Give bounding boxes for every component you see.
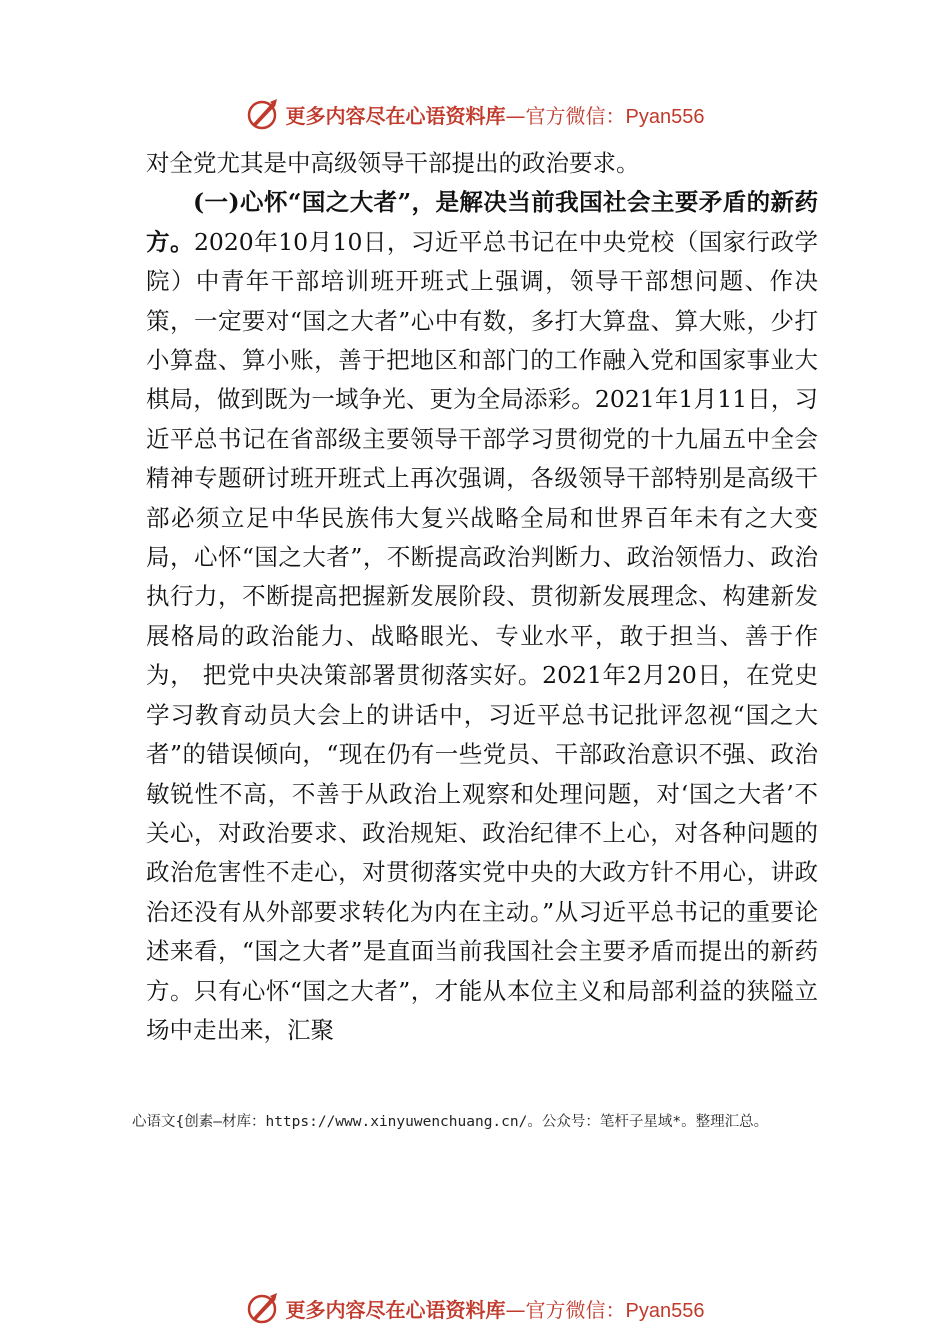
banner-main-text: 更多内容尽在心语资料库: [285, 103, 506, 128]
banner-wechat-id: Pyan556: [625, 1299, 705, 1322]
banner-text: [286, 1294, 705, 1323]
paragraph-section-one: [146, 183, 818, 1050]
quill-pen-logo-icon: [246, 97, 280, 131]
footer-banner: [0, 1286, 950, 1330]
paragraph-continued: 对全党尤其是中高级领导干部提出的政治要求。: [146, 149, 640, 177]
section-body-text: 2020年10月10日，习近平总书记在中央党校（国家行政学院）中青年干部培训班开班式上强调，领导干部想问题、作决策，一定要对“国之大者”心中有数，多打大算盘、算大账，少打小算盘、算小账，善于把地区和部门的工作融入党和国家事业大棋局，做到既为一域争光、更为全局添彩。2021年1月11日，习近平总书记在省部级主要领导干部学习贯彻党的十九届五中全会精神专题研讨班开班式上再次强调，各级领导干部特别是高级干部必须立足中华民族伟大复兴战略全局和世界百年未有之大变局，心怀“国之大者”，不断提高政治判断力、政治领悟力、政治执行力，不断提高把握新发展阶段、贯彻新发展理念、构建新发展格局的政治能力、战略眼光、专业水平，敢于担当、善于作为， 把党中央决策部署贯彻落实好。2021年2月20日，在党史学习教育动员大会上的讲话中，习近平总书记批评忽视“国之大者”的错误倾向，“现在仍有一些党员、干部政治意识不强、政治敏锐性不高，不善于从政治上观察和处理问题，对‘国之大者’不关心，对政治要求、政治规矩、政治纪律不上心，对各种问题的政治危害性不走心，对贯彻落实党中央的大政方针不用心，讲政治还没有从外部要求转化为内在主动。”从习近平总书记的重要论述来看，“国之大者”是直面当前我国社会主要矛盾而提出的新药方。只有心怀“国之大者”，才能从本位主义和局部利益的狭隘立场中走出来，汇聚: [146, 227, 818, 1044]
header-banner: [0, 92, 950, 136]
source-note: 心语文{创素—材库：https://www.xinyuwenchuang.cn/。公众号：笔杆子星域*。整理汇总。: [132, 1114, 769, 1130]
banner-dash: —: [505, 103, 526, 128]
banner-text: [286, 100, 705, 129]
banner-wechat-id: Pyan556: [625, 105, 705, 128]
banner-official-label: 官方微信：: [525, 1297, 626, 1322]
section-heading: (一)心怀“国之大者”，是解决当前我国社会主要矛盾的新药方。: [146, 188, 818, 256]
banner-dash: —: [505, 1297, 526, 1322]
quill-pen-logo-icon: [246, 1291, 280, 1325]
banner-main-text: 更多内容尽在心语资料库: [285, 1297, 506, 1322]
banner-official-label: 官方微信：: [525, 103, 626, 128]
document-body: [146, 144, 818, 1050]
